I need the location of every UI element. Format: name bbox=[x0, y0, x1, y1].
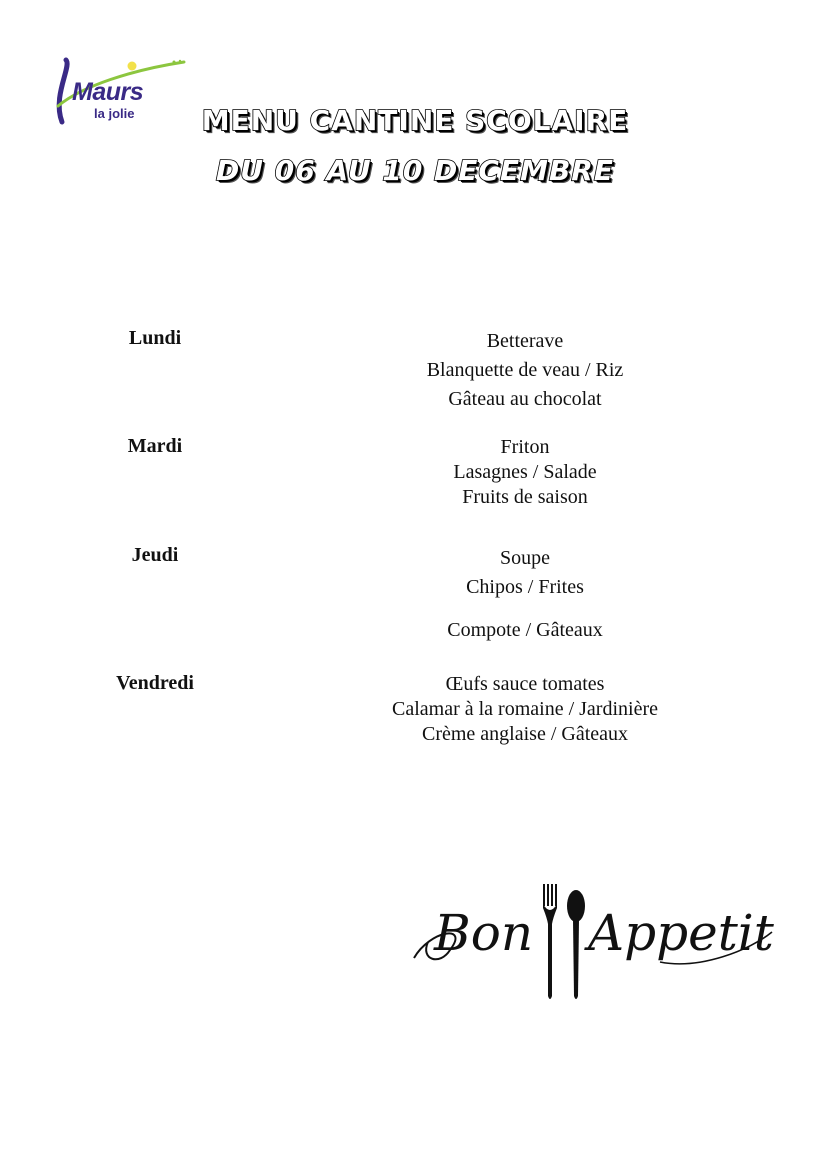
day-label-vendredi: Vendredi bbox=[116, 672, 194, 694]
dishes-jeudi bbox=[375, 544, 675, 645]
bon-word: Bon bbox=[434, 904, 534, 962]
fork-spoon-icon bbox=[536, 884, 596, 1009]
page-title: MENU CANTINE SCOLAIRE bbox=[201, 104, 629, 137]
logo-name: Maurs bbox=[72, 78, 144, 106]
appetit-word: Appetit bbox=[588, 904, 774, 962]
dish-item: Compote / Gâteaux bbox=[447, 619, 603, 641]
dish-item: Gâteau au chocolat bbox=[448, 388, 602, 410]
fork-icon bbox=[543, 884, 557, 999]
dishes-mardi bbox=[375, 435, 675, 510]
day-label-lundi: Lundi bbox=[128, 327, 182, 349]
spoon-icon bbox=[567, 890, 585, 999]
bon-appetit-graphic bbox=[410, 880, 780, 1010]
dishes-vendredi bbox=[375, 672, 675, 747]
logo-subtitle: la jolie bbox=[94, 106, 135, 121]
day-label-mardi: Mardi bbox=[127, 435, 183, 457]
dishes-lundi bbox=[375, 327, 675, 414]
dish-item: Fruits de saison bbox=[462, 486, 588, 508]
dish-item: Lasagnes / Salade bbox=[453, 461, 597, 483]
dish-item: Chipos / Frites bbox=[466, 576, 584, 598]
dish-item: Calamar à la romaine / Jardinière bbox=[392, 698, 658, 720]
day-label-jeudi: Jeudi bbox=[131, 544, 179, 566]
dish-item: Betterave bbox=[486, 330, 564, 352]
dish-item: Blanquette de veau / Riz bbox=[426, 359, 624, 381]
dish-item: Soupe bbox=[500, 547, 550, 569]
page-subtitle-dates: DU 06 AU 10 DECEMBRE bbox=[216, 154, 614, 187]
dish-item: Œufs sauce tomates bbox=[445, 673, 605, 695]
dish-item: Crème anglaise / Gâteaux bbox=[421, 723, 629, 745]
dish-item: Friton bbox=[500, 436, 550, 458]
